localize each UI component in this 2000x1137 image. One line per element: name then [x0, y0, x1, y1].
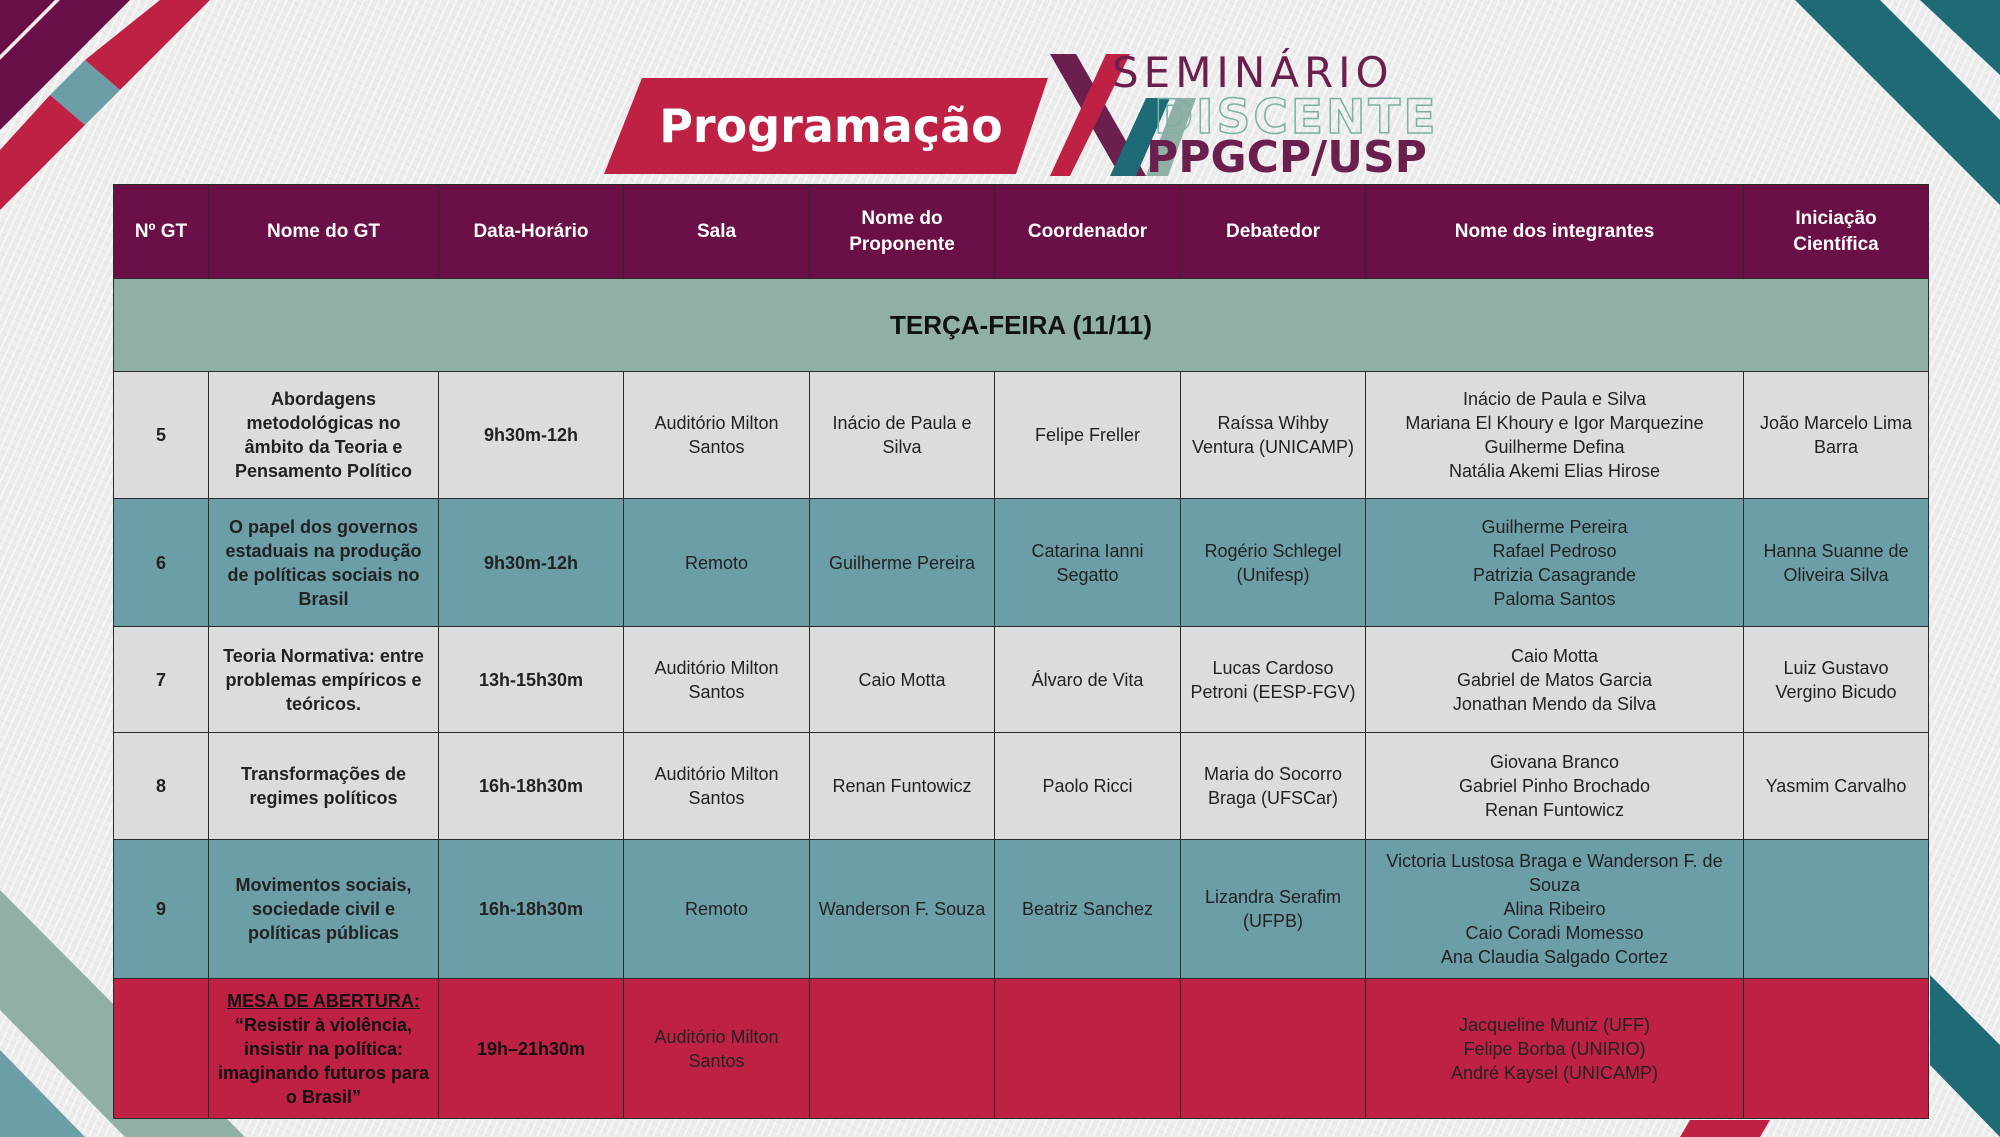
gt-ic [1744, 840, 1929, 979]
gt-proponent: Caio Motta [810, 627, 995, 733]
member-name: Jonathan Mendo da Silva [1452, 693, 1657, 714]
member-name: Mariana El Khoury e Igor Marquezine [1405, 413, 1704, 433]
mesa-heading: MESA DE ABERTURA: [227, 990, 420, 1011]
mesa-proponent [810, 979, 995, 1119]
gt-coordinator: Catarina Ianni Segatto [995, 499, 1181, 627]
gt-number: 8 [114, 733, 209, 840]
day-row [114, 279, 1929, 372]
gt-debater: Rogério Schlegel (Unifesp) [1181, 499, 1366, 627]
gt-debater: Raíssa Wihby Ventura (UNICAMP) [1181, 372, 1366, 499]
gt-ic: Hanna Suanne de Oliveira Silva [1744, 499, 1929, 627]
header-proponent: Nome do Proponente [810, 185, 995, 279]
member-name: Caio Motta [1510, 645, 1599, 666]
member-name: Alina Ribeiro [1503, 899, 1606, 919]
mesa-members [1366, 979, 1744, 1119]
gt-room: Remoto [624, 499, 810, 627]
member-name: André Kaysel (UNICAMP) [1450, 1062, 1659, 1083]
gt-number: 7 [114, 627, 209, 733]
logo-line-discente: DISCENTE [1154, 90, 1439, 145]
gt-debater: Maria do Socorro Braga (UFSCar) [1181, 733, 1366, 840]
gt-time: 16h-18h30m [439, 733, 624, 840]
gt-members [1366, 372, 1744, 499]
gt-room: Remoto [624, 840, 810, 979]
gt-name: Movimentos sociais, sociedade civil e políticas públicas [209, 840, 439, 979]
member-name: Felipe Borba (UNIRIO) [1463, 1038, 1646, 1059]
gt-time: 9h30m-12h [439, 499, 624, 627]
gt-members [1366, 840, 1744, 979]
member-name: Patrizia Casagrande [1472, 564, 1637, 585]
gt-debater: Lizandra Serafim (UFPB) [1181, 840, 1366, 979]
gt-number: 6 [114, 499, 209, 627]
member-name: Natália Akemi Elias Hirose [1448, 461, 1661, 481]
header-room: Sala [624, 185, 810, 279]
logo-line-ppgcp: PPGCP/USP [1146, 132, 1427, 183]
gt-name: Transformações de regimes políticos [209, 733, 439, 840]
mesa-time: 19h–21h30m [439, 979, 624, 1119]
gt-members [1366, 627, 1744, 733]
header-debater: Debatedor [1181, 185, 1366, 279]
member-name: Paloma Santos [1493, 588, 1616, 609]
table-row [114, 372, 1929, 499]
member-name: Gabriel de Matos Garcia [1456, 669, 1653, 690]
gt-proponent: Inácio de Paula e Silva [810, 372, 995, 499]
mesa-room: Auditório Milton Santos [624, 979, 810, 1119]
table-row [114, 499, 1929, 627]
gt-name: Abordagens metodológicas no âmbito da Teoria e Pensamento Político [209, 372, 439, 499]
gt-proponent: Wanderson F. Souza [810, 840, 995, 979]
header-date-time: Data-Horário [439, 185, 624, 279]
gt-room: Auditório Milton Santos [624, 733, 810, 840]
gt-members [1366, 733, 1744, 840]
gt-proponent: Renan Funtowicz [810, 733, 995, 840]
gt-coordinator: Paolo Ricci [995, 733, 1181, 840]
mesa-name [209, 979, 439, 1119]
mesa-debater [1181, 979, 1366, 1119]
gt-time: 16h-18h30m [439, 840, 624, 979]
gt-proponent: Guilherme Pereira [810, 499, 995, 627]
gt-time: 13h-15h30m [439, 627, 624, 733]
mesa-coordinator [995, 979, 1181, 1119]
gt-members [1366, 499, 1744, 627]
gt-room: Auditório Milton Santos [624, 372, 810, 499]
table-row [114, 840, 1929, 979]
header-gt-name: Nome do GT [209, 185, 439, 279]
member-name: Ana Claudia Salgado Cortez [1440, 947, 1669, 967]
gt-ic: João Marcelo Lima Barra [1744, 372, 1929, 499]
logo-line-seminario: SEMINÁRIO [1112, 48, 1394, 97]
table-header-row [114, 185, 1929, 279]
member-name: Rafael Pedroso [1492, 540, 1617, 561]
gt-room: Auditório Milton Santos [624, 627, 810, 733]
gt-coordinator: Álvaro de Vita [995, 627, 1181, 733]
member-name: Victoria Lustosa Braga e Wanderson F. de Souza [1386, 851, 1723, 895]
gt-ic: Yasmim Carvalho [1744, 733, 1929, 840]
gt-coordinator: Felipe Freller [995, 372, 1181, 499]
banner-title: Programação [659, 99, 1003, 153]
member-name: Giovana Branco [1489, 752, 1620, 772]
gt-number: 9 [114, 840, 209, 979]
member-name: Guilherme Defina [1484, 437, 1625, 457]
mesa-row [114, 979, 1929, 1119]
gt-name: O papel dos governos estaduais na produção de políticas sociais no Brasil [209, 499, 439, 627]
gt-debater: Lucas Cardoso Petroni (EESP-FGV) [1181, 627, 1366, 733]
table-row [114, 733, 1929, 840]
gt-name: Teoria Normativa: entre problemas empíricos e teóricos. [209, 627, 439, 733]
programacao-banner [604, 78, 1048, 174]
mesa-title: “Resistir à violência, insistir na política: imaginando futuros para o Brasil” [217, 1014, 430, 1107]
schedule-table [113, 184, 1929, 1119]
member-name: Guilherme Pereira [1481, 516, 1628, 537]
table-row [114, 627, 1929, 733]
day-label: TERÇA-FEIRA (11/11) [114, 279, 1929, 372]
seminario-logo [1050, 48, 1439, 183]
gt-time: 9h30m-12h [439, 372, 624, 499]
member-name: Gabriel Pinho Brochado [1458, 776, 1651, 796]
member-name: Caio Coradi Momesso [1465, 923, 1644, 943]
gt-coordinator: Beatriz Sanchez [995, 840, 1181, 979]
mesa-number [114, 979, 209, 1119]
mesa-ic [1744, 979, 1929, 1119]
member-name: Jacqueline Muniz (UFF) [1458, 1014, 1651, 1035]
header-coordinator: Coordenador [995, 185, 1181, 279]
gt-number: 5 [114, 372, 209, 499]
member-name: Inácio de Paula e Silva [1462, 389, 1647, 409]
gt-ic: Luiz Gustavo Vergino Bicudo [1744, 627, 1929, 733]
member-name: Renan Funtowicz [1484, 800, 1625, 820]
header-ic: Iniciação Científica [1744, 185, 1929, 279]
header-gt-number: Nº GT [114, 185, 209, 279]
header-members: Nome dos integrantes [1366, 185, 1744, 279]
